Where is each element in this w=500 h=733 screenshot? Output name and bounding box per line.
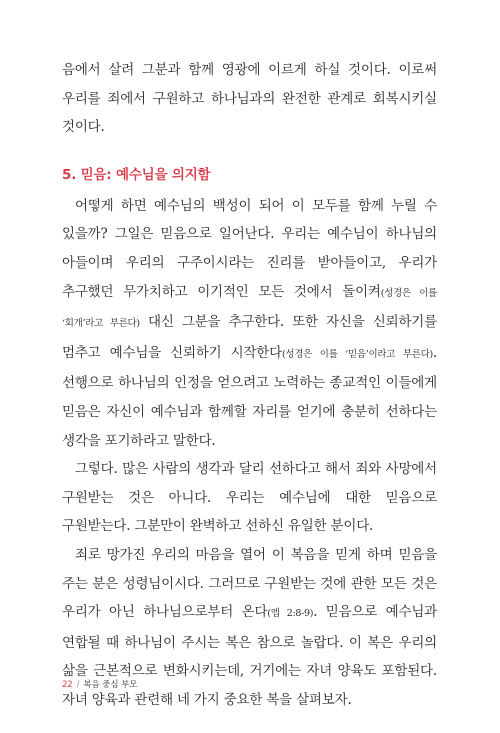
bible-reference: (엡 2:8-9) — [267, 608, 314, 620]
paragraph-continuation: 음에서 살려 그분과 함께 영광에 이르게 하실 것이다. 이로써 우리를 죄에서 구원하고 하나님과의 완전한 관계로 회복시키실 것이다. — [62, 62, 437, 136]
page-number: 22 — [62, 680, 73, 690]
paragraph-salvation: 그렇다. 많은 사람의 생각과 달리 선하다고 해서 죄와 사망에서 구원받는 것은 아니다. 우리는 예수님에 대한 믿음으로 구원받는다. 그분만이 완벽하고 선하신 유일한 분이다. — [62, 461, 437, 535]
paragraph-text: 대신 그분을 추구한다. 또한 자신을 신뢰하기를 멈추고 예수님을 신뢰하기 시작한다 — [62, 314, 437, 361]
section-heading: 5. 믿음: 예수님을 의지함 — [62, 166, 211, 183]
footer-separator: / — [76, 680, 80, 690]
page-body — [62, 56, 437, 714]
paragraph-text: 어떻게 하면 예수님의 백성이 되어 이 모두를 함께 누릴 수 있을까? 그일은 믿음으로 일어난다. 우리는 예수님이 하나님의 아들이며 우리의 구주이시라는 진리를 받아들이고, 우리가 추구했던 무가치하고 이기적인 모든 것에서 돌이켜 — [62, 197, 437, 300]
paragraph-text: 죄로 망가진 우리의 마음을 열어 이 복음을 믿게 하며 믿음을 주는 분은 성령님이시다. 그러므로 구원받는 것에 관한 모든 것은 우리가 아닌 하나님으로부터 온다 — [62, 546, 437, 621]
annotation-faith: (성경은 이를 ‘믿음’이라고 부른다) — [281, 348, 433, 360]
book-title: 복음 중심 부모 — [83, 680, 138, 690]
paragraph-text: . 선행으로 하나님의 인정을 얻으려고 노력하는 종교적인 이들에게 믿음은 자신이 예수님과 함께할 자리를 얻기에 충분히 선하다는 생각을 포기하라고 말한다. — [62, 344, 437, 449]
paragraph-text: . 믿음으로 예수님과 연합될 때 하나님이 주시는 복은 참으로 놀랍다. 이 복은 우리의 삶을 근본적으로 변화시키는데, 거기에는 자녀 양육도 포함된다. 자녀 양육과 관련해 네 가지 중요한 복을 살펴보자. — [62, 604, 437, 708]
annotation-repentance: (성경은 이를 ‘회개’라고 부른다) — [62, 287, 437, 330]
page-footer — [62, 678, 137, 690]
paragraph-faith-intro — [62, 192, 437, 455]
